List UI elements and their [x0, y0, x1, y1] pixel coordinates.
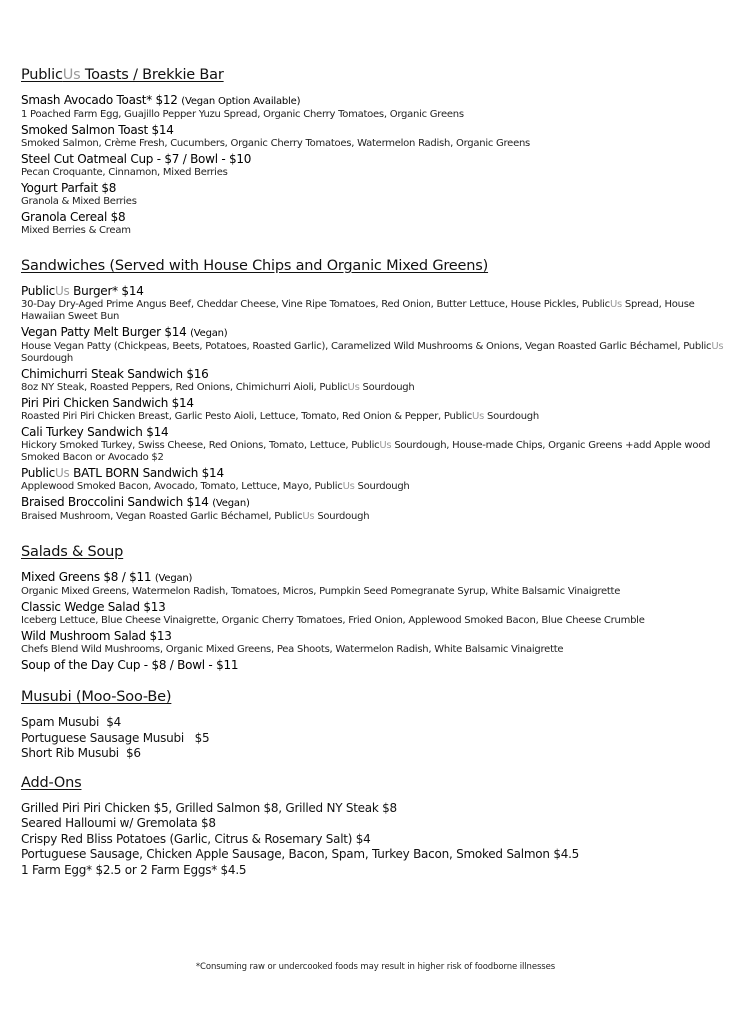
addon-item: Seared Halloumi w/ Gremolata $8 [21, 816, 216, 830]
item-note: (Vegan Option Available) [181, 96, 301, 107]
item-name: Granola Cereal $8 [21, 210, 126, 224]
menu-item [21, 93, 736, 121]
menu-item [21, 152, 736, 179]
brand-us: Us [55, 466, 70, 480]
item-name: Classic Wedge Salad $13 [21, 600, 166, 614]
menu-item [21, 325, 736, 365]
item-description: House Vegan Patty (Chickpeas, Beets, Potatoes, Roasted Garlic), Caramelized Wild Mushrooms & Onions, Vegan Roasted Garlic Béchamel, PublicUs Sourdough [21, 341, 724, 364]
item-name: Smash Avocado Toast* $12 [21, 93, 178, 107]
menu-item [21, 600, 736, 627]
menu-item [21, 181, 736, 208]
item-note: (Vegan) [154, 573, 193, 584]
item-note: (Vegan) [190, 328, 228, 339]
section-title-text: Toasts / Brekkie Bar [80, 67, 224, 83]
item-description: Granola & Mixed Berries [21, 196, 137, 207]
brand-public: Public [21, 466, 56, 480]
addon-item: Crispy Red Bliss Potatoes (Garlic, Citrus & Rosemary Salt) $4 [21, 831, 371, 846]
musubi-item: Short Rib Musubi $6 [21, 746, 141, 760]
menu-item [21, 123, 736, 150]
item-name: Vegan Patty Melt Burger $14 [21, 325, 187, 339]
addon-item: Portuguese Sausage, Chicken Apple Sausage, Bacon, Spam, Turkey Bacon, Smoked Salmon $4.5 [21, 847, 580, 861]
item-name: Braised Broccolini Sandwich $14 [21, 495, 209, 509]
item-name: Wild Mushroom Salad $13 [21, 629, 172, 643]
section-title-salads: Salads & Soup [21, 544, 124, 560]
item-description: Iceberg Lettuce, Blue Cheese Vinaigrette, Organic Cherry Tomatoes, Fried Onion, Applewood Smoked Bacon, Blue Cheese Crumble [21, 615, 645, 626]
menu-item [21, 396, 736, 423]
item-name: Soup of the Day Cup - $8 / Bowl - $11 [21, 658, 239, 672]
menu-item [21, 210, 736, 237]
brand-us: Us [62, 67, 81, 83]
item-description: Roasted Piri Piri Chicken Breast, Garlic Pesto Aioli, Lettuce, Tomato, Red Onion & Pepper, PublicUs Sourdough [21, 411, 539, 422]
item-description: 8oz NY Steak, Roasted Peppers, Red Onions, Chimichurri Aioli, PublicUs Sourdough [21, 382, 415, 393]
menu-item [21, 367, 736, 394]
item-name: Piri Piri Chicken Sandwich $14 [21, 396, 194, 410]
section-title-musubi: Musubi (Moo-Soo-Be) [21, 689, 172, 705]
menu-item [21, 629, 736, 656]
menu-item [21, 284, 736, 323]
menu-item [21, 658, 736, 673]
item-note: (Vegan) [212, 498, 250, 509]
section-title-addons: Add-Ons [21, 774, 82, 791]
brand-public: Public [21, 67, 63, 83]
item-description: Braised Mushroom, Vegan Roasted Garlic Béchamel, PublicUs Sourdough [21, 511, 370, 522]
menu-item [21, 425, 736, 464]
musubi-item: Spam Musubi $4 [21, 715, 122, 729]
item-name: Yogurt Parfait $8 [21, 181, 117, 195]
item-name: Cali Turkey Sandwich $14 [21, 425, 169, 439]
brand-us: Us [55, 284, 70, 298]
section-title-toasts [21, 66, 736, 84]
item-description: Hickory Smoked Turkey, Swiss Cheese, Red Onions, Tomato, Lettuce, PublicUs Sourdough, House-made Chips, Organic Greens +add Apple wood Smoked Bacon or Avocado $2 [21, 440, 711, 463]
menu-item [21, 466, 736, 493]
addon-item: 1 Farm Egg* $2.5 or 2 Farm Eggs* $4.5 [21, 862, 247, 877]
item-name: Chimichurri Steak Sandwich $16 [21, 367, 209, 381]
item-name: Burger* $14 [69, 284, 144, 298]
item-description: 1 Poached Farm Egg, Guajillo Pepper Yuzu Spread, Organic Cherry Tomatoes, Organic Greens [21, 109, 464, 120]
item-description: Smoked Salmon, Crème Fresh, Cucumbers, Organic Cherry Tomatoes, Watermelon Radish, Organic Greens [21, 138, 531, 149]
menu-item [21, 495, 736, 523]
item-name: Mixed Greens $8 / $11 [21, 570, 152, 584]
footer-disclaimer: *Consuming raw or undercooked foods may result in higher risk of foodborne illnesses [195, 962, 556, 972]
brand-public: Public [21, 284, 56, 298]
item-name: Smoked Salmon Toast $14 [21, 123, 174, 137]
menu-item [21, 570, 736, 598]
item-description: Applewood Smoked Bacon, Avocado, Tomato, Lettuce, Mayo, PublicUs Sourdough [21, 481, 410, 492]
item-description: 30-Day Dry-Aged Prime Angus Beef, Cheddar Cheese, Vine Ripe Tomatoes, Red Onion, Butter Lettuce, House Pickles, PublicUs Spread, House Hawaiian Sweet Bun [21, 299, 695, 322]
item-name: BATL BORN Sandwich $14 [69, 466, 224, 480]
addon-item: Grilled Piri Piri Chicken $5, Grilled Salmon $8, Grilled NY Steak $8 [21, 800, 397, 815]
musubi-item: Portuguese Sausage Musubi $5 [21, 730, 210, 745]
menu-content [21, 66, 736, 878]
item-description: Organic Mixed Greens, Watermelon Radish, Tomatoes, Micros, Pumpkin Seed Pomegranate Syrup, White Balsamic Vinaigrette [21, 586, 621, 597]
item-description: Pecan Croquante, Cinnamon, Mixed Berries [21, 167, 228, 178]
item-name: Steel Cut Oatmeal Cup - $7 / Bowl - $10 [21, 152, 252, 166]
item-description: Chefs Blend Wild Mushrooms, Organic Mixed Greens, Pea Shoots, Watermelon Radish, White Balsamic Vinaigrette [21, 644, 564, 655]
item-description: Mixed Berries & Cream [21, 225, 131, 236]
section-title-sandwiches: Sandwiches (Served with House Chips and Organic Mixed Greens) [21, 258, 489, 274]
